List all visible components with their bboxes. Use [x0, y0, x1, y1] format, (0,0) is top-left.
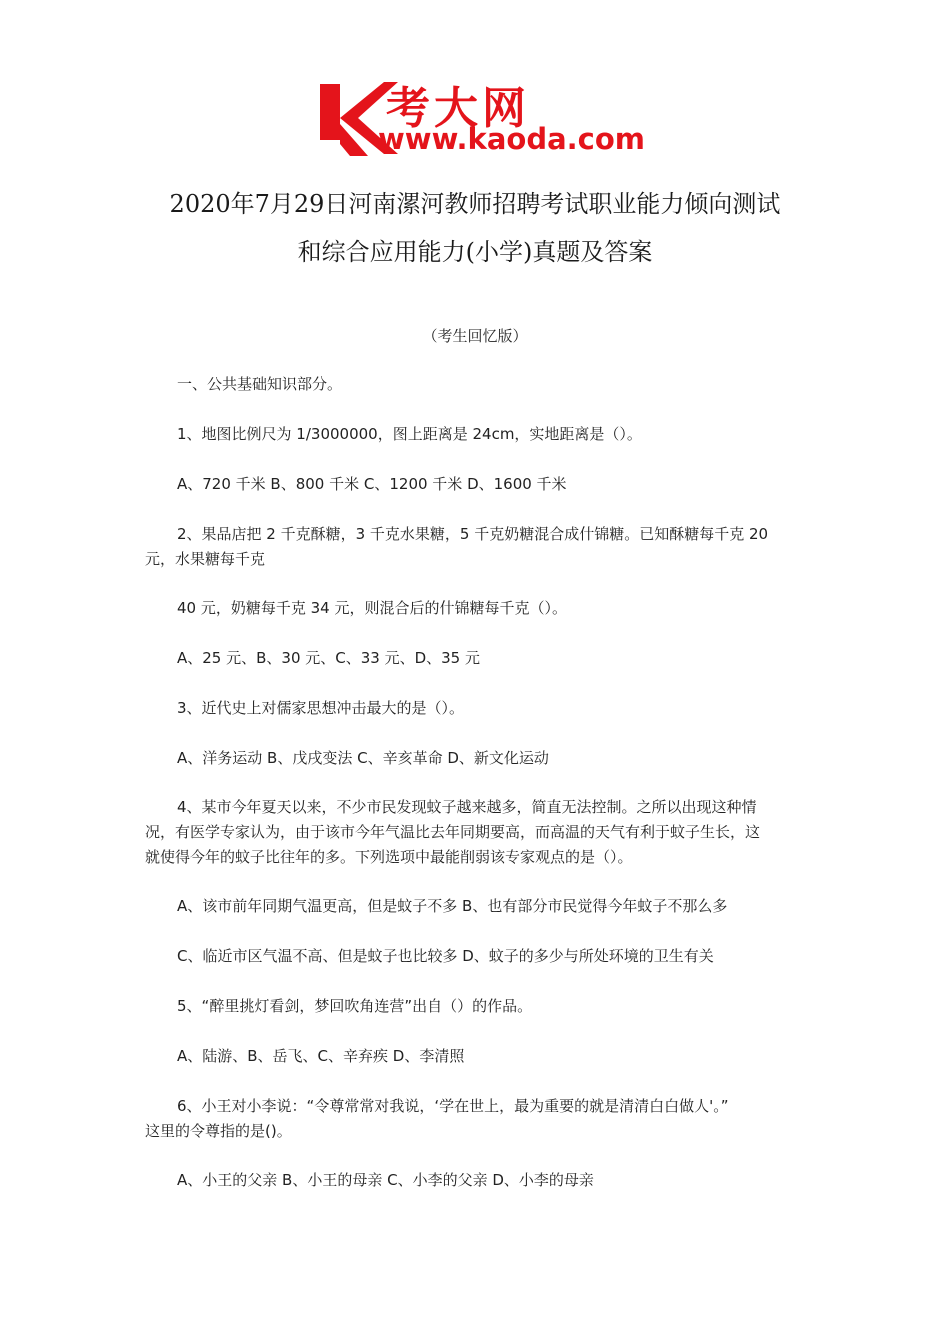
question-4-stem-line-2: 况，有医学专家认为，由于该市今年气温比去年同期要高，而高温的天气有利于蚊子生长，这 [145, 823, 761, 841]
question-3-options: A、洋务运动 B、戊戌变法 C、辛亥革命 D、新文化运动 [177, 749, 549, 767]
section-heading: 一、公共基础知识部分。 [177, 375, 343, 393]
question-4-stem-line-3: 就使得今年的蚊子比往年的多。下列选项中最能削弱该专家观点的是（）。 [145, 848, 633, 866]
question-2-stem-line-1: 2、果品店把 2 千克酥糖，3 千克水果糖，5 千克奶糖混合成什锦糖。已知酥糖每千克 20 [177, 525, 769, 543]
document-title-line-1: 2020年7月29日河南漯河教师招聘考试职业能力倾向测试 [169, 190, 781, 218]
question-4-options-line-1: A、该市前年同期气温更高，但是蚊子不多 B、也有部分市民觉得今年蚊子不那么多 [177, 897, 728, 915]
question-2-options: A、25 元、B、30 元、C、33 元、D、35 元 [177, 649, 480, 667]
question-6-stem-line-1: 6、小王对小李说：“令尊常常对我说，‘学在世上，最为重要的就是清清白白做人'。” [177, 1097, 729, 1115]
question-1-stem: 1、地图比例尺为 1/3000000，图上距离是 24cm，实地距离是（）。 [177, 425, 642, 443]
question-5-stem: 5、“醉里挑灯看剑，梦回吹角连营”出自（）的作品。 [177, 997, 533, 1015]
question-6-options: A、小王的父亲 B、小王的母亲 C、小李的父亲 D、小李的母亲 [177, 1171, 594, 1189]
logo-brand-text: 考大网 [386, 83, 530, 134]
question-5-options: A、陆游、B、岳飞、C、辛弃疾 D、李清照 [177, 1047, 465, 1065]
question-1-options: A、720 千米 B、800 千米 C、1200 千米 D、1600 千米 [177, 475, 567, 493]
logo-url-text: www.kaoda.com [378, 122, 645, 156]
question-4-options-line-2: C、临近市区气温不高、但是蚊子也比较多 D、蚊子的多少与所处环境的卫生有关 [177, 947, 714, 965]
document-subtitle: （考生回忆版） [422, 327, 528, 345]
document-title-line-2: 和综合应用能力(小学)真题及答案 [297, 238, 653, 266]
question-2-stem-line-3: 40 元，奶糖每千克 34 元，则混合后的什锦糖每千克（）。 [177, 599, 567, 617]
question-4-stem-line-1: 4、某市今年夏天以来，不少市民发现蚊子越来越多，简直无法控制。之所以出现这种情 [177, 798, 757, 816]
question-3-stem: 3、近代史上对儒家思想冲击最大的是（）。 [177, 699, 465, 717]
question-6-stem-line-2: 这里的令尊指的是()。 [145, 1122, 292, 1140]
question-2-stem-line-2: 元，水果糖每千克 [145, 550, 266, 568]
kaoda-logo [318, 78, 645, 160]
